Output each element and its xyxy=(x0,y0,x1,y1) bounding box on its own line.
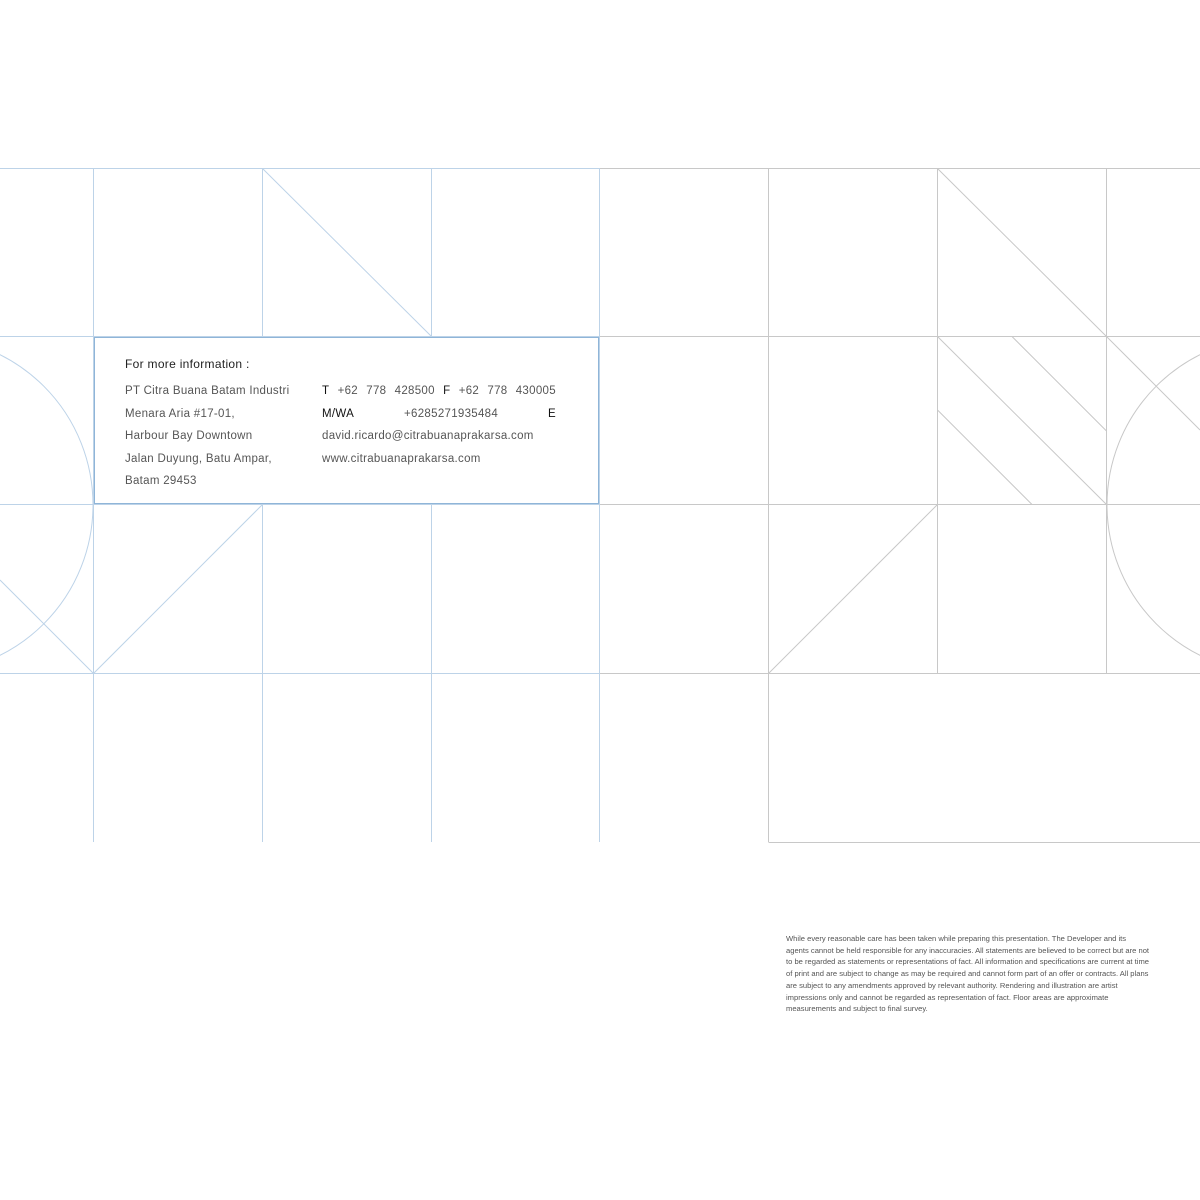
disclaimer-text: While every reasonable care has been taken while preparing this presentation. The Developer and its agents cannot be held responsible for any inaccuracies. All statements are believed to be correct but are not to be regarded as statements or representations of fact. All information and specifications are current at time of print and are subject to change as may be required and cannot form part of an offer or contracts. All plans are subject to any amendments approved by relevant authority. Rendering and illustration are artist impressions only and cannot be regarded as representation of fact. Floor areas are approximate measurements and subject to final survey. xyxy=(786,934,1150,1014)
website-row[interactable] xyxy=(322,448,556,471)
address-line: Batam 29453 xyxy=(125,475,197,488)
address-line: PT Citra Buana Batam Industri xyxy=(125,385,290,397)
gray-grid xyxy=(600,168,1200,843)
address-line: Harbour Bay Downtown xyxy=(125,430,253,443)
blue-grid xyxy=(0,168,600,842)
email-row[interactable] xyxy=(322,425,556,448)
phone-country-code: +62 xyxy=(337,385,359,397)
phone-number: 428500 xyxy=(394,385,435,397)
fax-number: 430005 xyxy=(515,385,556,397)
company-address xyxy=(125,380,289,493)
mobile-label: M/WA xyxy=(322,407,355,420)
diagonal-line xyxy=(769,505,938,674)
fax-label: F xyxy=(443,385,451,397)
address-line: Menara Aria #17-01, xyxy=(125,407,235,420)
diagonal-line xyxy=(938,169,1107,337)
diagonal-line xyxy=(94,505,263,674)
address-line: Jalan Duyung, Batu Ampar, xyxy=(125,452,272,465)
fax-area-code: 778 xyxy=(487,385,508,397)
diagonal-line xyxy=(938,337,1107,505)
diagonal-line xyxy=(1012,337,1107,432)
diagonal-line xyxy=(938,410,1033,505)
mobile-row xyxy=(322,403,556,426)
diagonal-line xyxy=(0,580,94,674)
email-link[interactable]: david.ricardo@citrabuanaprakarsa.com xyxy=(322,430,534,443)
diagonal-line xyxy=(1107,337,1200,431)
email-label: E xyxy=(548,407,556,420)
contact-info-card xyxy=(94,337,599,504)
contact-details xyxy=(322,380,556,470)
info-heading: For more information : xyxy=(125,357,250,371)
website-link[interactable]: www.citrabuanaprakarsa.com xyxy=(322,452,481,465)
phone-label: T xyxy=(322,385,330,397)
fax-country-code: +62 xyxy=(458,385,480,397)
mobile-number: +6285271935484 xyxy=(404,407,499,420)
phone-area-code: 778 xyxy=(366,385,387,397)
phone-fax-row xyxy=(322,380,556,403)
diagonal-line xyxy=(263,169,432,337)
